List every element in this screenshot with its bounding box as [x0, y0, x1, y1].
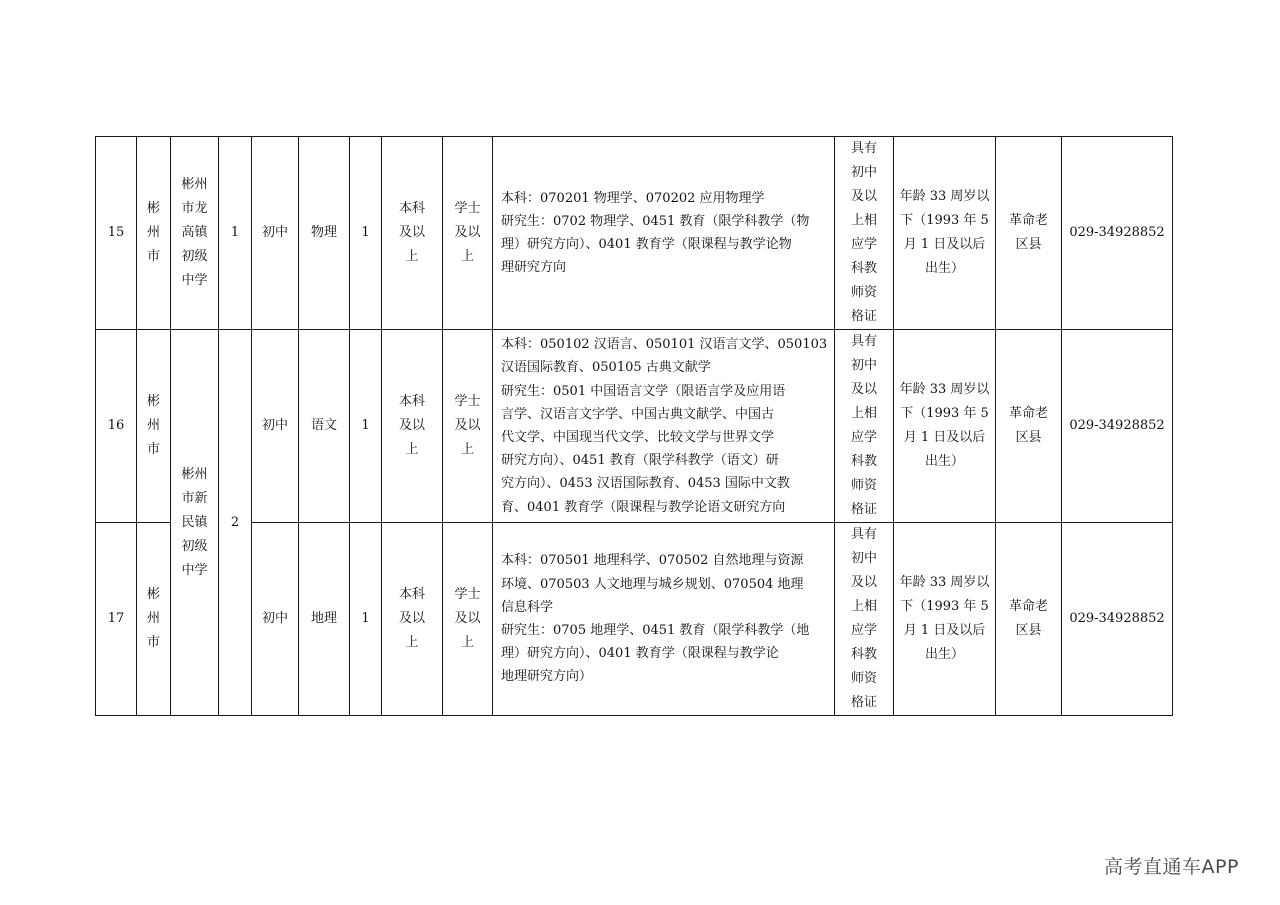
education-cell — [382, 330, 443, 523]
major-line: 研究方向）、0451 教育（限学科教学（语文）研 — [501, 453, 779, 469]
major-requirements — [493, 330, 835, 523]
degree-cell — [443, 137, 493, 330]
degree-text: 学士及以上 — [454, 201, 481, 264]
city-cell — [137, 137, 171, 330]
education-text: 本科及以上 — [398, 201, 425, 264]
school-cell — [171, 137, 219, 330]
education-text: 本科及以上 — [398, 587, 425, 650]
major-line: 研究生：0702 物理学、0451 教育（限学科教学（物 — [501, 213, 810, 229]
region-cell — [996, 137, 1062, 330]
certificate-cell — [835, 137, 894, 330]
subject-cell: 地理 — [299, 523, 350, 716]
row-number: 15 — [96, 137, 137, 330]
level-cell: 初中 — [252, 137, 299, 330]
certificate-text: 具有初中及以上相应学科教师资格证 — [850, 527, 877, 710]
degree-text: 学士及以上 — [454, 394, 481, 457]
city-text: 彬州市 — [146, 587, 160, 650]
degree-text: 学士及以上 — [454, 587, 481, 650]
school-text: 彬州市新民镇初级中学 — [181, 466, 208, 578]
school-count: 2 — [219, 330, 252, 716]
city-text: 彬州市 — [146, 394, 160, 457]
age-text: 年龄 33 周岁以下（1993 年 5 月 1 日及以后出生） — [899, 189, 990, 276]
age-cell — [894, 523, 996, 716]
city-cell — [137, 523, 171, 716]
school-text: 彬州市龙高镇初级中学 — [181, 177, 208, 288]
region-text: 革命老区县 — [1008, 599, 1048, 638]
phone-cell: 029-34928852 — [1062, 330, 1173, 523]
major-line: 研究生：0501 中国语言文学（限语言学及应用语 — [501, 383, 786, 399]
major-line: 信息科学 — [501, 599, 554, 615]
level-cell: 初中 — [252, 330, 299, 523]
major-line: 本科：070501 地理科学、070502 自然地理与资源 — [501, 553, 804, 569]
certificate-text: 具有初中及以上相应学科教师资格证 — [850, 141, 877, 324]
school-cell — [171, 330, 219, 716]
count-cell: 1 — [350, 137, 382, 330]
major-line: 环境、070503 人文地理与城乡规划、070504 地理 — [501, 576, 804, 592]
major-line: 究方向）、0453 汉语国际教育、0453 国际中文教 — [501, 476, 790, 492]
major-line: 理）研究方向）、0401 教育学（限课程与教学论物 — [501, 237, 792, 252]
table-row — [96, 137, 1173, 330]
subject-cell: 物理 — [299, 137, 350, 330]
table-row — [96, 523, 1173, 716]
certificate-cell — [835, 523, 894, 716]
row-number: 17 — [96, 523, 137, 716]
city-cell — [137, 330, 171, 523]
region-cell — [996, 330, 1062, 523]
major-requirements — [493, 523, 835, 716]
major-line: 育、0401 教育学（限课程与教学论语文研究方向 — [501, 499, 786, 515]
major-line: 研究生：0705 地理学、0451 教育（限学科教学（地 — [501, 623, 810, 638]
recruitment-table — [95, 136, 1173, 716]
age-cell — [894, 330, 996, 523]
major-line: 代文学、中国现当代文学、比较文学与世界文学 — [501, 430, 775, 445]
phone-cell: 029-34928852 — [1062, 137, 1173, 330]
city-text: 彬州市 — [146, 201, 160, 264]
education-cell — [382, 137, 443, 330]
phone-cell: 029-34928852 — [1062, 523, 1173, 716]
watermark-text: 高考直通车APP — [1104, 856, 1239, 878]
count-cell: 1 — [350, 330, 382, 523]
major-line: 言学、汉语言文字学、中国古典文献学、中国古 — [501, 406, 775, 422]
school-count: 1 — [219, 137, 252, 330]
region-text: 革命老区县 — [1008, 406, 1048, 445]
major-requirements — [493, 137, 835, 330]
certificate-cell — [835, 330, 894, 523]
table-row — [96, 330, 1173, 523]
major-line: 本科：050102 汉语言、050101 汉语言文学、050103 — [501, 337, 828, 353]
subject-cell: 语文 — [299, 330, 350, 523]
degree-cell — [443, 330, 493, 523]
education-text: 本科及以上 — [398, 394, 425, 457]
region-text: 革命老区县 — [1008, 213, 1048, 252]
age-cell — [894, 137, 996, 330]
certificate-text: 具有初中及以上相应学科教师资格证 — [850, 334, 877, 517]
major-line: 理研究方向 — [501, 260, 567, 276]
level-cell: 初中 — [252, 523, 299, 716]
education-cell — [382, 523, 443, 716]
major-line: 汉语国际教育、050105 古典文献学 — [501, 360, 711, 376]
major-line: 地理研究方向） — [501, 669, 593, 685]
major-line: 本科：070201 物理学、070202 应用物理学 — [501, 190, 765, 206]
age-text: 年龄 33 周岁以下（1993 年 5 月 1 日及以后出生） — [899, 382, 990, 469]
major-line: 理）研究方向）、0401 教育学（限课程与教学论 — [501, 646, 779, 662]
age-text: 年龄 33 周岁以下（1993 年 5 月 1 日及以后出生） — [899, 575, 990, 662]
count-cell: 1 — [350, 523, 382, 716]
row-number: 16 — [96, 330, 137, 523]
region-cell — [996, 523, 1062, 716]
degree-cell — [443, 523, 493, 716]
